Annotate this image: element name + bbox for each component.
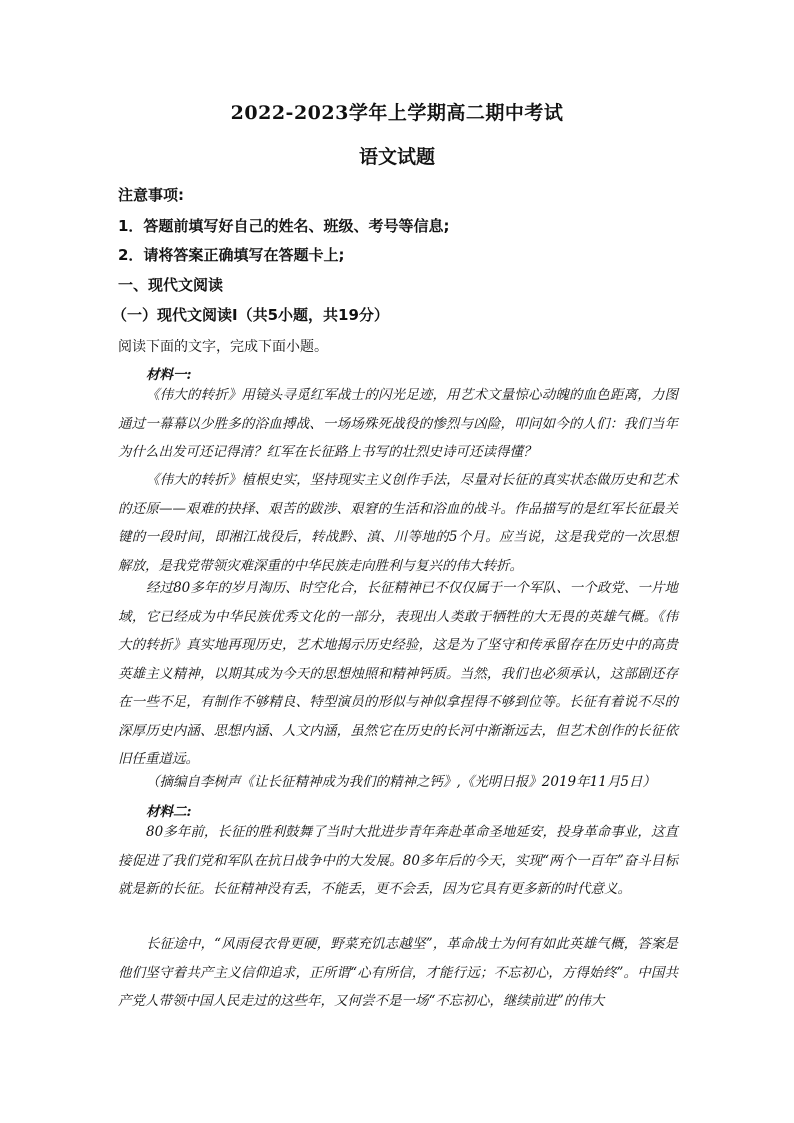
section-heading: 一、现代文阅读 [118, 276, 224, 294]
reading-instruction: 阅读下面的文字，完成下面小题。 [118, 339, 328, 355]
material-1-paragraph-1: 《伟大的转折》用镜头寻觅红军战士的闪光足迹，用艺术文量惊心动魄的血色距离，力图通过一幕幕以少胜多的浴血搏战、一场场殊死战役的惨烈与凶险，叩问如今的人们：我们当年为什么出发可还记得清？红军在长征路上书写的壮烈史诗可还读得懂？ [118, 387, 678, 460]
page-subtitle: 语文试题 [358, 146, 435, 168]
material-1-paragraph-3: 经过80多年的岁月淘历、时空化合，长征精神已不仅仅属于一个军队、一个政党、一片地域，它已经成为中华民族优秀文化的一部分，表现出人类敢于牺牲的大无畏的英雄气概。《伟大的转折》真实地再现历史，艺术地揭示历史经验，这是为了坚守和传承留存在历史中的高贵英雄主义精神，以期其成为今天的思想烛照和精神钙质。当然，我们也必须承认，这部剧还存在一些不足，有制作不够精良、特型演员的形似与神似拿捏得不够到位等。长征有着说不尽的深厚历史内涵、思想内涵、人文内涵，虽然它在历史的长河中渐渐远去，但艺术创作的长征依旧任重道远。 [118, 580, 678, 767]
page-title: 2022-2023学年上学期高二期中考试 [230, 102, 564, 124]
material-2-label: 材料二: [146, 804, 192, 820]
notes-item-2: 2．请将答案正确填写在答题卡上; [118, 246, 345, 264]
material-1-label: 材料一: [146, 367, 192, 383]
material-1-paragraph-2: 《伟大的转折》植根史实，坚持现实主义创作手法，尽量对长征的真实状态做历史和艺术的还原——艰难的抉择、艰苦的跋涉、艰窘的生活和浴血的战斗。作品描写的是红军长征最关键的一段时间，即湘江战役后，转战黔、滇、川等地的5个月。应当说，这是我党的一次思想解放，是我党带领灾难深重的中华民族走向胜利与复兴的伟大转折。 [118, 472, 678, 574]
section-subheading: （一）现代文阅读Ⅰ（共5小题，共19分） [112, 306, 389, 324]
notes-heading: 注意事项: [118, 186, 184, 204]
material-1-source: （摘编自李树声《让长征精神成为我们的精神之钙》,《光明日报》2019年11月5日） [146, 774, 656, 790]
material-2-paragraph-2: 长征途中，“风雨侵衣骨更硬，野菜充饥志越坚”，革命战士为何有如此英雄气概，答案是他们坚守着共产主义信仰追求，正所谓“心有所信，才能行远；不忘初心，方得始终”。中国共产党人带领中国人民走过的这些年，又何尝不是一场“不忘初心，继续前进”的伟大 [118, 936, 678, 1009]
material-2-paragraph-1: 80多年前，长征的胜利鼓舞了当时大批进步青年奔赴革命圣地延安，投身革命事业，这直接促进了我们党和军队在抗日战争中的大发展。80多年后的今天，实现“两个一百年”奋斗目标就是新的长征。长征精神没有丢，不能丢，更不会丢，因为它具有更多新的时代意义。 [118, 824, 678, 897]
notes-item-1: 1．答题前填写好自己的姓名、班级、考号等信息; [118, 217, 450, 235]
